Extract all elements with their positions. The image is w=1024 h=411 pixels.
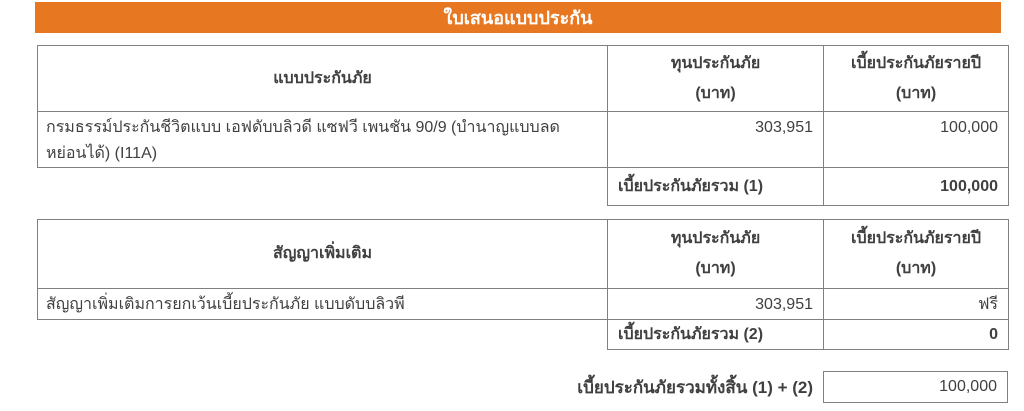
rider-annual-premium-column-header: [824, 220, 1009, 289]
rider-table-row: [38, 289, 1009, 320]
plan-name-cell: กรมธรรม์ประกันชีวิตแบบ เอฟดับบลิวดี แซฟวี เพนชัน 90/9 (บำนาญแบบลดหย่อนได้) (I11A): [38, 112, 608, 168]
plan-sum-insured-cell: 303,951: [608, 112, 824, 168]
rider-sum-insured-header-unit: (บาท): [695, 260, 736, 277]
annual-premium-header-unit: (บาท): [895, 84, 937, 102]
rider-sum-insured-column-header: [608, 220, 824, 289]
rider-sum-insured-cell: 303,951: [608, 289, 824, 320]
grand-total-value-box: [823, 371, 1008, 403]
rider-subtotal-spacer: [38, 320, 608, 350]
plan-table-header-row: [38, 46, 1009, 112]
plan-annual-premium-cell: 100,000: [824, 112, 1009, 168]
rider-annual-premium-header-unit: (บาท): [895, 260, 937, 277]
rider-annual-premium-cell: ฟรี: [824, 289, 1009, 320]
rider-annual-premium-header-label: เบี้ยประกันภัยรายปี: [851, 230, 981, 247]
rider-subtotal-label: เบี้ยประกันภัยรวม (2): [608, 320, 824, 350]
rider-name-cell: สัญญาเพิ่มเติมการยกเว้นเบี้ยประกันภัย แบบดับบลิวพี: [38, 289, 608, 320]
plan-table-row: [38, 112, 1009, 168]
rider-sum-insured-header-label: ทุนประกันภัย: [670, 230, 761, 247]
sum-insured-header-unit: (บาท): [695, 84, 736, 102]
title-bar: [35, 2, 1001, 33]
plan-subtotal-spacer: [38, 168, 608, 206]
rider-table-subtotal-row: [38, 320, 1009, 350]
plan-table: [37, 45, 1009, 206]
grand-total-label: เบี้ยประกันภัยรวมทั้งสิ้น (1) + (2): [577, 377, 813, 397]
plan-subtotal-value: 100,000: [824, 168, 1009, 206]
page-title: ใบเสนอแบบประกัน: [443, 8, 593, 28]
grand-total-row: [37, 371, 1008, 403]
plan-name-column-header: แบบประกันภัย: [38, 46, 608, 112]
grand-total-value: 100,000: [939, 378, 997, 395]
plan-subtotal-label: เบี้ยประกันภัยรวม (1): [608, 168, 824, 206]
rider-name-column-header: สัญญาเพิ่มเติม: [38, 220, 608, 289]
rider-table: [37, 219, 1009, 350]
annual-premium-column-header: [824, 46, 1009, 112]
plan-table-subtotal-row: [38, 168, 1009, 206]
rider-subtotal-value: 0: [824, 320, 1009, 350]
sum-insured-header-label: ทุนประกันภัย: [670, 54, 761, 72]
annual-premium-header-label: เบี้ยประกันภัยรายปี: [851, 54, 981, 72]
rider-table-header-row: [38, 220, 1009, 289]
sum-insured-column-header: [608, 46, 824, 112]
